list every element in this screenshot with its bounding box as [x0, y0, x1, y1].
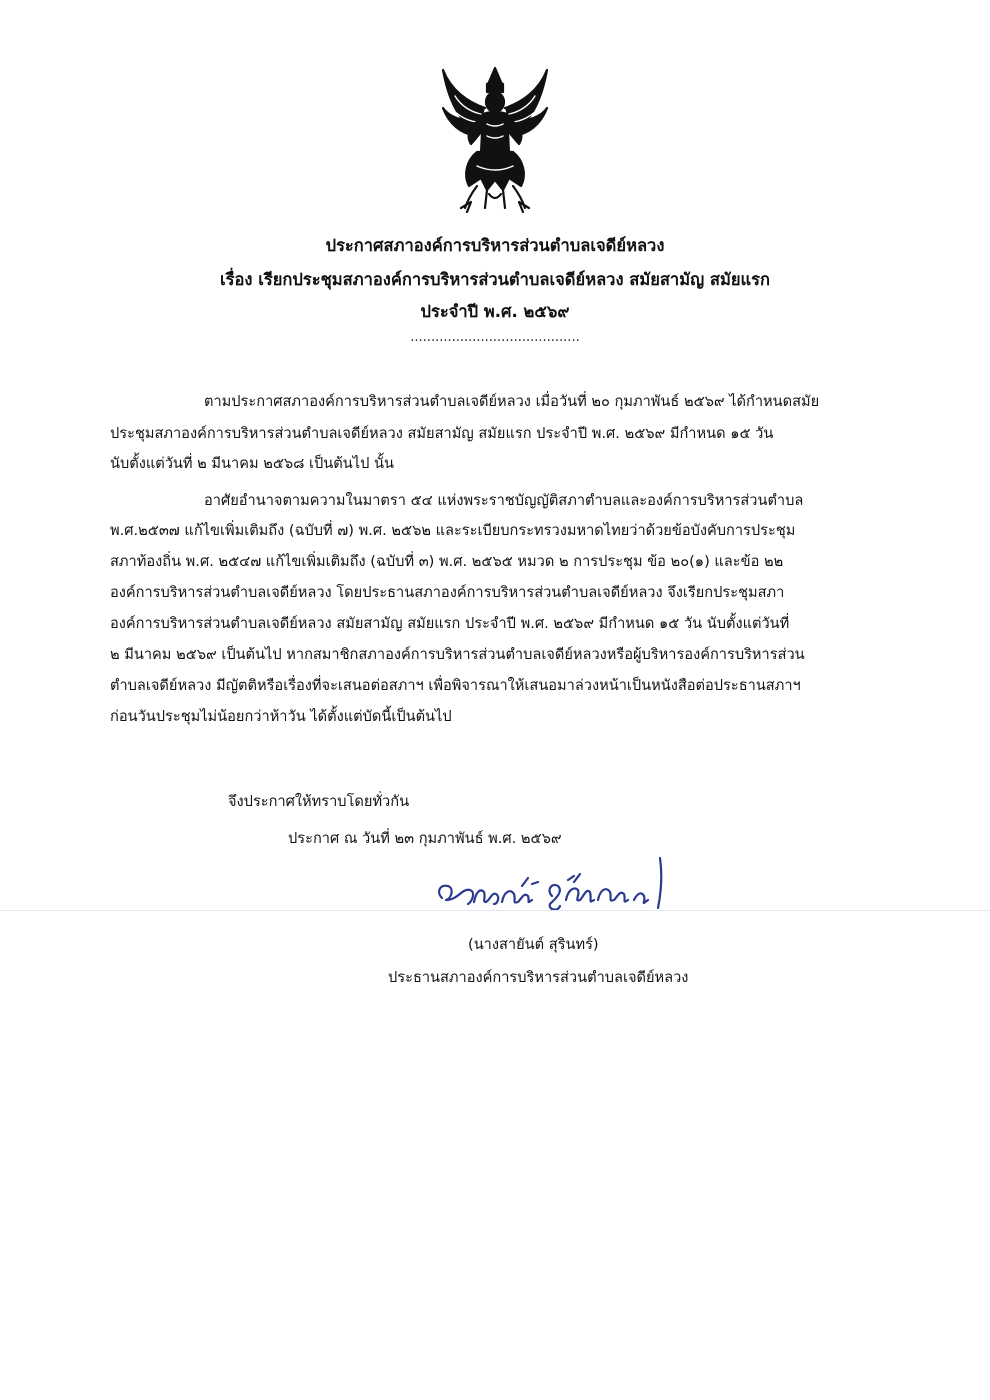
body-line: ตำบลเจดีย์หลวง มีญัตติหรือเรื่องที่จะเสนอต่อสภาฯ เพื่อพิจารณาให้เสนอมาล่วงหน้าเป็นหนังสือต่อประธานสภาฯ: [110, 677, 801, 694]
garuda-emblem-icon: [437, 62, 553, 214]
announcement-date: ประกาศ ณ วันที่ ๒๓ กุมภาพันธ์ พ.ศ. ๒๕๖๙: [288, 830, 562, 847]
handwritten-signature: [428, 852, 678, 922]
body-line: องค์การบริหารส่วนตำบลเจดีย์หลวง โดยประธานสภาองค์การบริหารส่วนตำบลเจดีย์หลวง จึงเรียกประชุมสภา: [110, 584, 785, 601]
signer-name: (นางสายันต์ สุรินทร์): [468, 936, 599, 953]
scan-artifact-line: [0, 910, 990, 911]
body-line: พ.ศ.๒๕๓๗ แก้ไขเพิ่มเติมถึง (ฉบับที่ ๗) พ.ศ. ๒๕๖๒ และระเบียบกระทรวงมหาดไทยว่าด้วยข้อบังคับการประชุม: [110, 522, 796, 539]
body-line: ประชุมสภาองค์การบริหารส่วนตำบลเจดีย์หลวง สมัยสามัญ สมัยแรก ประจำปี พ.ศ. ๒๕๖๙ มีกำหนด ๑๕ วัน: [110, 425, 774, 442]
body-line: ๒ มีนาคม ๒๕๖๙ เป็นต้นไป หากสมาชิกสภาองค์การบริหารส่วนตำบลเจดีย์หลวงหรือผู้บริหารองค์การบริหารส่วน: [110, 646, 805, 663]
body-line: ตามประกาศสภาองค์การบริหารส่วนตำบลเจดีย์หลวง เมื่อวันที่ ๒๐ กุมภาพันธ์ ๒๕๖๙ ได้กำหนดสมัย: [204, 393, 820, 410]
body-line: นับตั้งแต่วันที่ ๒ มีนาคม ๒๕๖๘ เป็นต้นไป นั้น: [110, 455, 394, 472]
announcement-subject: เรื่อง เรียกประชุมสภาองค์การบริหารส่วนตำบลเจดีย์หลวง สมัยสามัญ สมัยแรก: [220, 270, 770, 289]
announcement-title: ประกาศสภาองค์การบริหารส่วนตำบลเจดีย์หลวง: [325, 236, 665, 255]
body-line: ก่อนวันประชุมไม่น้อยกว่าห้าวัน ได้ตั้งแต่บัดนี้เป็นต้นไป: [110, 708, 452, 725]
signer-title: ประธานสภาองค์การบริหารส่วนตำบลเจดีย์หลวง: [388, 969, 689, 986]
closing-statement: จึงประกาศให้ทราบโดยทั่วกัน: [228, 793, 410, 810]
announcement-year: ประจำปี พ.ศ. ๒๕๖๙: [420, 302, 570, 321]
title-separator: .........................................: [410, 330, 580, 345]
body-line: องค์การบริหารส่วนตำบลเจดีย์หลวง สมัยสามัญ สมัยแรก ประจำปี พ.ศ. ๒๕๖๙ มีกำหนด ๑๕ วัน นับตั้งแต่วันที่: [110, 615, 790, 632]
body-line: อาศัยอำนาจตามความในมาตรา ๕๔ แห่งพระราชบัญญัติสภาตำบลและองค์การบริหารส่วนตำบล: [204, 492, 804, 509]
body-line: สภาท้องถิ่น พ.ศ. ๒๕๔๗ แก้ไขเพิ่มเติมถึง (ฉบับที่ ๓) พ.ศ. ๒๕๖๕ หมวด ๒ การประชุม ข้อ ๒๐(๑) และข้อ ๒๒: [110, 553, 784, 570]
